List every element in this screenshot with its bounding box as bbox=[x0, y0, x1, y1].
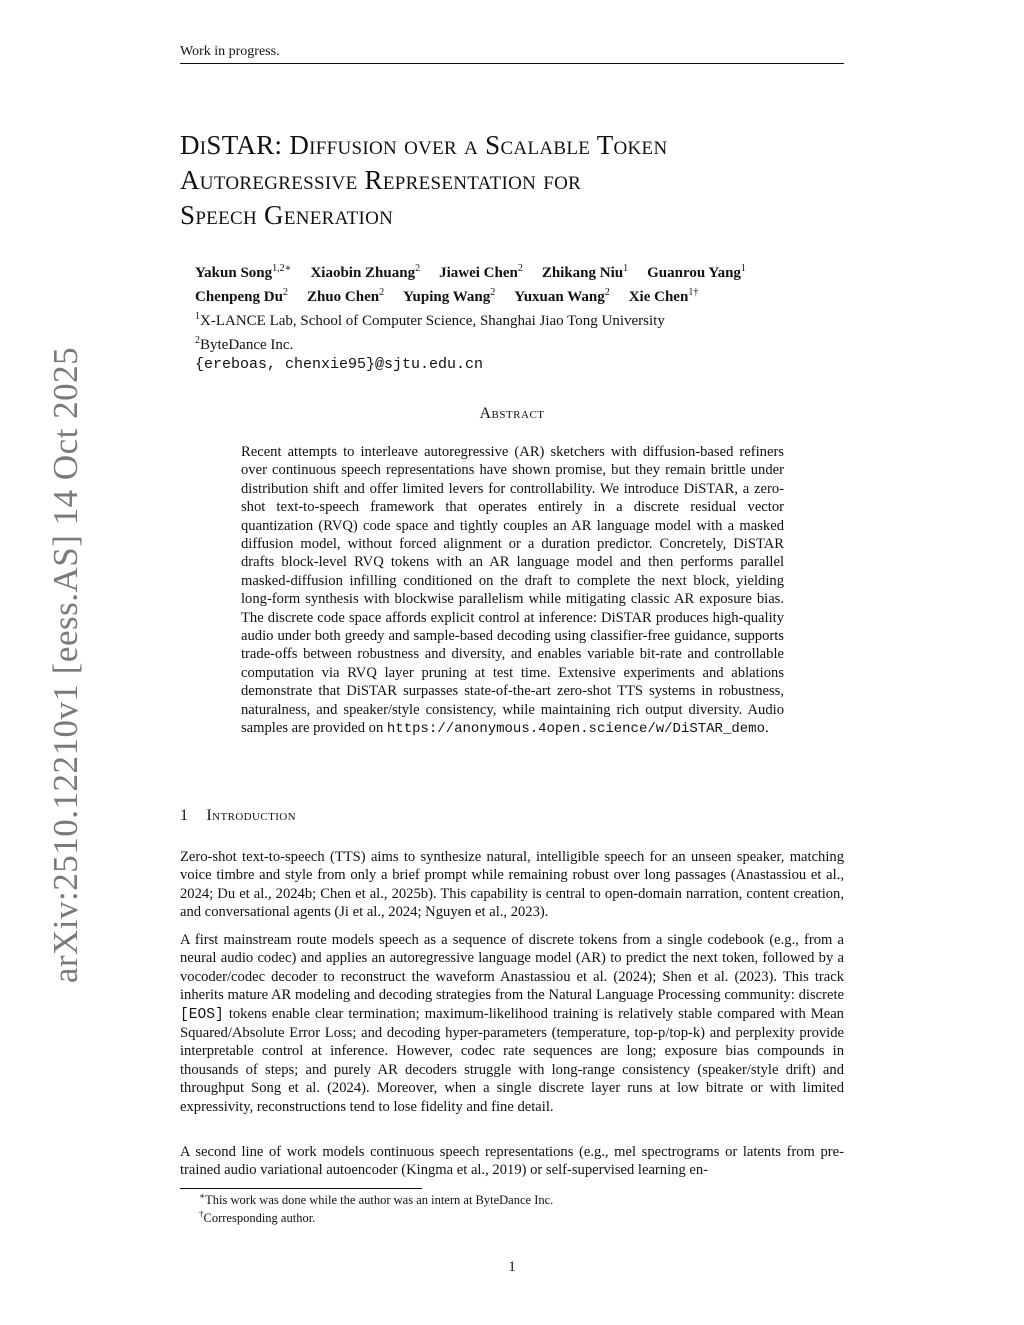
author: Yakun Song$^{1,2∗}$ bbox=[195, 263, 292, 281]
author: Zhuo Chen$^2$ bbox=[306, 287, 385, 305]
paper-title bbox=[180, 128, 840, 233]
author-row bbox=[195, 259, 845, 283]
author: Xie Chen$^{1\dagger}$ bbox=[628, 287, 699, 305]
author: Yuping Wang$^2$ bbox=[403, 287, 496, 305]
author: Zhikang Niu$^1$ bbox=[541, 263, 629, 281]
arxiv-identifier-stamp: arXiv:2510.12210v1 [eess.AS] 14 Oct 2025 bbox=[46, 346, 85, 984]
footnote: †Corresponding author. bbox=[199, 1209, 316, 1226]
page-number: 1 bbox=[508, 1259, 516, 1275]
body-paragraph: A second line of work models continuous speech representations (e.g., mel spectrograms or latents from pre-trained audio variational autoencoder (Kingma et al., 2019) or self-supervised learning en- bbox=[180, 1144, 844, 1179]
abstract-text: Recent attempts to interleave autoregressive (AR) sketchers with diffusion-based refiners over continuous speech representations have shown promise, but they remain brittle under distribution shift and offer limited levers for controllability. We introduce DiSTAR, a zero-shot text-to-speech framework that operates entirely in a discrete residual vector quantization (RVQ) code space and tightly couples an AR language model with a masked diffusion model, without forced alignment or a duration predictor. Concretely, DiSTAR drafts block-level RVQ tokens with an AR language model and then performs parallel masked-diffusion infilling conditioned on the draft to complete the next block, yielding long-form synthesis with blockwise parallelism while mitigating classic AR exposure bias. The discrete code space affords explicit control at inference: DiSTAR produces high-quality audio under both greedy and sample-based decoding using classifier-free guidance, supports trade-offs between robustness and diversity, and enables variable bit-rate and controllable computation via RVQ layer pruning at test time. Extensive experiments and ablations demonstrate that DiSTAR surpasses state-of-the-art zero-shot TTS systems in robustness, naturalness, and speaker/style consistency, while maintaining rich output diversity. Audio samples are provided on https://anonymous.4open.science/w/DiSTAR_demo. bbox=[241, 444, 784, 738]
title-line: DiSTAR: Diffusion over a Scalable Token bbox=[180, 130, 668, 160]
abstract-heading: Abstract bbox=[479, 405, 545, 422]
contact-email: {ereboas, chenxie95}@sjtu.edu.cn bbox=[195, 356, 484, 373]
title-line: Autoregressive Representation for bbox=[180, 165, 582, 195]
body-paragraph: Zero-shot text-to-speech (TTS) aims to synthesize natural, intelligible speech for an unseen speaker, matching voice timbre and style from only a brief prompt while remaining robust over long passages (Anastassiou et al., 2024; Du et al., 2024b; Chen et al., 2025b). This capability is central to open-domain narration, content creation, and conversational agents (Ji et al., 2024; Nguyen et al., 2023). bbox=[180, 849, 844, 921]
section-heading bbox=[180, 807, 296, 825]
body-paragraph: A first mainstream route models speech as a sequence of discrete tokens from a single codebook (e.g., from a neural audio codec) and applies an autoregressive language model (AR) to predict the next token, followed by a vocoder/codec decoder to reconstruct the waveform Anastassiou et al. (2024); Shen et al. (2023). This track inherits mature AR modeling and decoding strategies from the Natural Language Processing community: discrete [EOS] tokens enable clear termination; maximum-likelihood training is relatively stable compared with Mean Squared/Absolute Error Loss; and decoding hyper-parameters (temperature, top-p/top-k) and perplexity provide interpretable control at inference. However, codec rate sequences are long; exposure bias compounds in thousands of steps; and purely AR decoders struggle with long-range consistency (speaker/style drift) and throughput Song et al. (2024). Moreover, when a single discrete layer runs at low bitrate or with limited expressivity, reconstructions tend to lose fidelity and fine detail. bbox=[180, 932, 844, 1115]
author: Jiawei Chen$^2$ bbox=[439, 263, 523, 281]
running-head: Work in progress. bbox=[180, 44, 844, 64]
demo-url-link[interactable]: https://anonymous.4open.science/w/DiSTAR_demo bbox=[386, 721, 765, 738]
section-number: 1 bbox=[180, 807, 189, 824]
section-title: Introduction bbox=[206, 807, 296, 824]
author: Xiaobin Zhuang$^2$ bbox=[310, 263, 421, 281]
title-line: Speech Generation bbox=[180, 200, 394, 230]
eos-token: [EOS] bbox=[180, 1006, 224, 1023]
author: Yuxuan Wang$^2$ bbox=[514, 287, 610, 305]
author: Guanrou Yang$^1$ bbox=[647, 263, 746, 281]
affiliation: $^2$ByteDance Inc. bbox=[195, 335, 294, 353]
author-row bbox=[195, 283, 845, 307]
author-block bbox=[195, 259, 845, 375]
footnote: ∗This work was done while the author was an intern at ByteDance Inc. bbox=[199, 1191, 554, 1208]
affiliation: $^1$X-LANCE Lab, School of Computer Science, Shanghai Jiao Tong University bbox=[195, 311, 665, 329]
abstract-body-text: Recent attempts to interleave autoregressive (AR) sketchers with diffusion-based refiners over continuous speech representations have shown promise, but they remain brittle under distribution shift and offer limited levers for controllability. We introduce DiSTAR, a zero-shot text-to-speech framework that operates entirely in a discrete residual vector quantization (RVQ) code space and tightly couples an AR language model with a masked diffusion model, without forced alignment or a duration predictor. Concretely, DiSTAR drafts block-level RVQ tokens with an AR language model and then performs parallel masked-diffusion infilling conditioned on the draft to complete the next block, yielding long-form synthesis with blockwise parallelism while mitigating classic AR exposure bias. The discrete code space affords explicit control at inference: DiSTAR produces high-quality audio under both greedy and sample-based decoding using classifier-free guidance, supports trade-offs between robustness and diversity, and enables variable bit-rate and controllable computation via RVQ layer pruning at test time. Extensive experiments and ablations demonstrate that DiSTAR surpasses state-of-the-art zero-shot TTS systems in robustness, naturalness, and speaker/style consistency, while maintaining rich output diversity. Audio samples are provided on bbox=[241, 444, 784, 737]
footnote-divider bbox=[180, 1188, 422, 1189]
author: Chenpeng Du$^2$ bbox=[195, 287, 288, 305]
